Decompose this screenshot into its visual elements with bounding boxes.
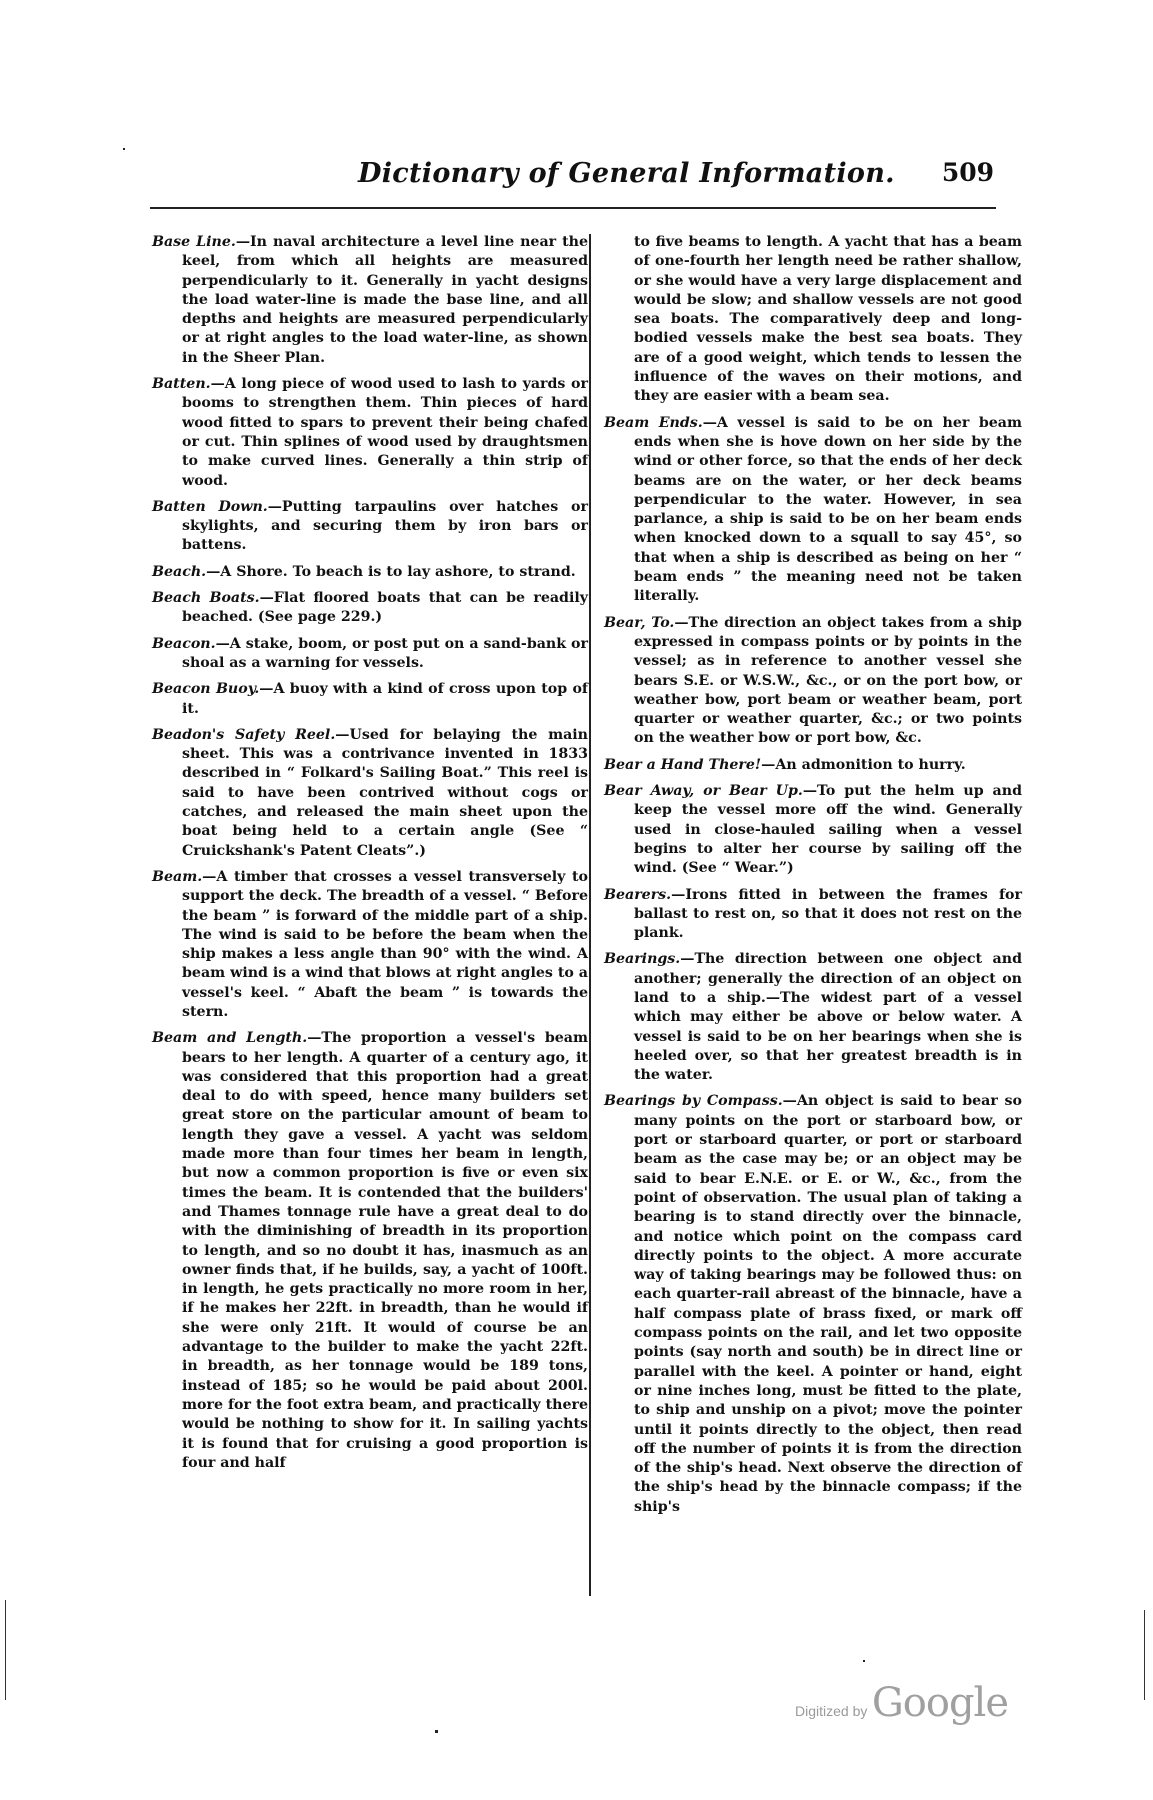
entry-definition: —A stake, boom, or post put on a sand-bank or shoal as a warning for vessels. <box>182 635 588 671</box>
entry-term: Batten Down. <box>152 498 268 515</box>
entry-term: Bear, To. <box>604 614 675 631</box>
entry-definition: —A Shore. To beach is to lay ashore, to strand. <box>206 563 576 580</box>
scan-speck <box>435 1730 438 1733</box>
dictionary-entry <box>152 680 588 719</box>
dictionary-entry <box>152 1029 588 1473</box>
header-rule <box>150 207 996 209</box>
dictionary-entry <box>604 886 1022 944</box>
dictionary-entry <box>604 756 1022 775</box>
entry-term: Beam and Length. <box>152 1030 308 1047</box>
entry-definition: —A vessel is said to be on her beam ends when she is hove down on her side by the wind or other force, so that the ends of her deck beams are on the water, or her deck beams perpendicular to the water. However, in sea parlance, a ship is said to be on her beam ends when knocked down to a squall to say 45°, so that when a ship is described as being on her “ beam ends ” the meaning need not be taken literally. <box>634 414 1022 605</box>
entry-definition: —An admonition to hurry. <box>761 756 966 773</box>
dictionary-entry <box>152 635 588 674</box>
left-column <box>152 233 588 1480</box>
watermark-prefix: Digitized by <box>795 1703 868 1719</box>
entry-term: Beacon Buoy. <box>152 681 260 698</box>
entry-term: Beam. <box>152 868 203 885</box>
entry-definition: —The proportion a vessel's beam bears to her length. A quarter of a century ago, it was considered that this proportion had a great deal to do with speed, hence many builders set great store on the particular amount of beam to length they gave a vessel. A yacht was seldom made more than four times her beam in length, but now a common proportion is five or even six times the beam. It is contended that the builders' and Thames tonnage rule have a great deal to do with the diminishing of breadth in its proportion to length, and so no doubt it has, inasmuch as an owner finds that, if he builds, say, a yacht of 100ft. in length, he gets practically no more room in her, if he makes her 22ft. in breadth, than he would if she were only 21ft. It would of course be an advantage to the builder to make the yacht 22ft. in breadth, as her tonnage would be 189 tons, instead of 185; so he would be paid about 200l. more for the foot extra beam, and practically there would be nothing to show for it. In sailing yachts it is found that for cruising a good proportion is four and half <box>182 1030 589 1471</box>
dictionary-entry <box>604 414 1022 607</box>
dictionary-entry <box>152 375 588 491</box>
entry-definition: —The direction between one object and another; generally the direction of an object on land to a ship.—The widest part of a vessel which may either be above or below water. A vessel is said to be on her bearings when she is heeled over, so that her greatest breadth is in the water. <box>634 951 1022 1084</box>
dictionary-entry <box>604 1092 1022 1517</box>
dictionary-entry <box>152 589 588 628</box>
entry-continuation: to five beams to length. A yacht that has a beam of one-fourth her length need be rather shallow, or she would have a very large displacement and would be slow; and shallow vessels are not good sea boats. The comparatively deep and long-bodied vessels make the best sea boats. They are of a good weight, which tends to lessen the influence of the waves on their motions, and they are easier with a beam sea. <box>634 234 1022 405</box>
right-column <box>604 233 1022 1524</box>
dictionary-entry <box>604 782 1022 878</box>
entry-definition: —To put the helm up and keep the vessel more off the wind. Generally used in close-hauled sailing when a vessel begins to alter her course by sailing off the wind. (See “ Wear.”) <box>634 783 1022 877</box>
entry-term: Bear Away, or Bear Up. <box>604 783 803 800</box>
entry-definition: —A timber that crosses a vessel transversely to support the deck. The breadth of a vessel. “ Before the beam ” is forward of the middle part of a ship. The wind is said to be before the beam when the ship makes a less angle than 90° with the wind. A beam wind is a wind that blows at right angles to a vessel's keel. “ Abaft the beam ” is towards the stern. <box>182 868 588 1020</box>
entry-term: Beam Ends. <box>604 414 703 431</box>
entry-term: Bearers. <box>604 886 672 903</box>
scan-edge-right <box>1144 1610 1145 1700</box>
dictionary-entry <box>152 726 588 861</box>
entry-term: Bear a Hand There! <box>604 756 762 773</box>
entry-definition: —The direction an object takes from a ship expressed in compass points or by points in the vessel; as in reference to another vessel she bears S.E. or W.S.W., &c., or on the port bow, or weather bow, port beam or weather beam, port quarter or weather quarter, &c.; or two points on the weather bow or port bow, &c. <box>634 614 1022 747</box>
scan-edge-left <box>5 1600 6 1700</box>
entry-definition: —Putting tarpaulins over hatches or skylights, and securing them by iron bars or battens. <box>182 498 588 554</box>
dictionary-entry <box>604 950 1022 1085</box>
dictionary-entry <box>152 498 588 556</box>
entry-definition: —A buoy with a kind of cross upon top of it. <box>182 681 589 717</box>
running-title: Dictionary of General Information. <box>358 158 895 189</box>
entry-term: Base Line. <box>152 234 236 250</box>
dictionary-entry <box>152 233 588 368</box>
dictionary-entry <box>152 868 588 1022</box>
entry-term: Bearings. <box>604 951 681 968</box>
entry-term: Batten. <box>152 376 211 393</box>
entry-definition: —Irons fitted in between the frames for ballast to rest on, so that it does not rest on the plank. <box>634 886 1022 942</box>
entry-term: Beadon's Safety Reel. <box>152 726 336 743</box>
entry-definition: —Used for belaying the main sheet. This was a contrivance invented in 1833 described in “ Folkard's Sailing Boat.” This reel is said to have been contrived without cogs or catches, and released the main sheet upon the boat being held to a certain angle (See “ Cruickshank's Patent Cleats”.) <box>182 726 588 859</box>
entry-term: Bearings by Compass. <box>604 1093 783 1110</box>
digitized-watermark <box>795 1680 1008 1726</box>
entry-term: Beach Boats. <box>152 590 260 607</box>
dictionary-entry <box>604 614 1022 749</box>
scan-speck <box>863 1660 865 1662</box>
dictionary-entry <box>152 563 588 582</box>
running-header <box>150 158 1000 198</box>
scan-speck <box>123 148 125 150</box>
entry-definition: —Flat floored boats that can be readily beached. (See page 229.) <box>182 590 589 626</box>
column-divider <box>589 234 591 1596</box>
entry-definition: —In naval architecture a level line near the keel, from which all heights are measured perpendicularly to it. Generally in yacht designs the load water-line is made the base line, and all depths and heights are measured perpendicularly or at right angles to the load water-line, as shown in the Sheer Plan. <box>182 234 588 366</box>
google-logo: Google <box>871 1680 1009 1726</box>
entry-definition: —An object is said to bear so many points on the port or starboard bow, or port or starboard quarter, or port or starboard beam as the case may be; or an object may be said to bear E.N.E. or E. or W., &c., from the point of observation. The usual plan of taking a bearing is to stand directly over the binnacle, and notice which point on the compass card directly points to the object. A more accurate way of taking bearings may be followed thus: on each quarter-rail abreast of the binnacle, have a half compass plate of brass fixed, or mark off compass points on the rail, and let two opposite points (say north and south) be in direct line or parallel with the keel. A pointer or hand, eight or nine inches long, must be fitted to the plate, to ship and unship on a pivot; move the pointer until it points directly to the object, then read off the number of points it is from the direction of the ship's head. Next observe the direction of the ship's head by the binnacle compass; if the ship's <box>634 1093 1022 1515</box>
entry-term: Beach. <box>152 563 207 580</box>
page-number: 509 <box>941 158 994 187</box>
entry-term: Beacon. <box>152 635 216 652</box>
entry-definition: —A long piece of wood used to lash to yards or booms to strengthen them. Thin pieces of hard wood fitted to spars to prevent their being chafed or cut. Thin splines of wood used by draughtsmen to make curved lines. Generally a thin strip of wood. <box>182 376 588 489</box>
